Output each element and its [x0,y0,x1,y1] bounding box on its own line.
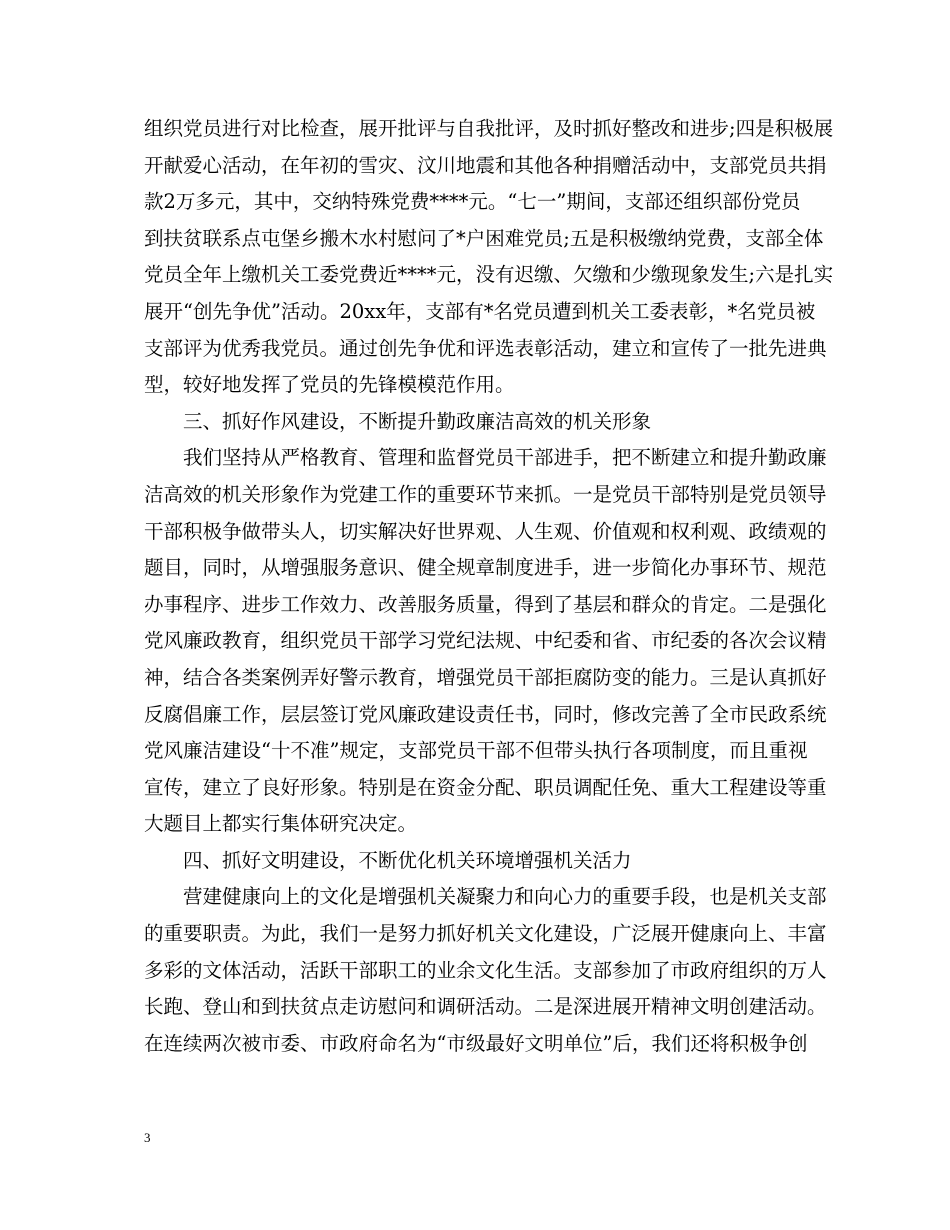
text-line: 党风廉洁建设“十不准”规定，支部党员干部不但带头执行各项制度，而且重视 [144,739,808,763]
text-line: 题目，同时，从增强服务意识、健全规章制度进手，进一步简化办事环节、规范 [144,556,827,580]
section-heading: 四、抓好文明建设，不断优化机关环境增强机关活力 [183,848,632,872]
text-line: 展开“创先争优”活动。20xx年，支部有*名党员遭到机关工委表彰，*名党员被 [144,299,816,323]
text-line: 党员全年上缴机关工委党费近****元，没有迟缴、欠缴和少缴现象发生;六是扎实 [144,263,834,287]
text-line: 洁高效的机关形象作为党建工作的重要环节来抓。一是党员干部特别是党员领导 [144,482,827,506]
text-line: 我们坚持从严格教育、管理和监督党员干部进手，把不断建立和提升勤政廉 [183,446,827,470]
text-line: 多彩的文体活动，活跃干部职工的业余文化生活。支部参加了市政府组织的万人 [144,958,827,982]
text-line: 的重要职责。为此，我们一是努力抓好机关文化建设，广泛展开健康向上、丰富 [144,922,827,946]
text-line: 神，结合各类案例弄好警示教育，增强党员干部拒腐防变的能力。三是认真抓好 [144,665,827,689]
text-line: 党风廉政教育，组织党员干部学习党纪法规、中纪委和省、市纪委的各次会议精 [144,629,827,653]
text-line: 干部积极争做带头人，切实解决好世界观、人生观、价值观和权利观、政绩观的 [144,519,827,543]
text-line: 大题目上都实行集体研究决定。 [144,812,418,836]
section-heading: 三、抓好作风建设，不断提升勤政廉洁高效的机关形象 [183,409,652,433]
body-text [144,111,834,1062]
text-line: 长跑、登山和到扶贫点走访慰问和调研活动。二是深进展开精神文明创建活动。 [144,995,827,1019]
text-line: 组织党员进行对比检查，展开批评与自我批评，及时抓好整改和进步;四是积极展 [144,117,834,140]
text-line: 款2万多元，其中，交纳特殊党费****元。“七一”期间，支部还组织部份党员 [144,190,801,214]
text-line: 营建健康向上的文化是增强机关凝聚力和向心力的重要手段，也是机关支部 [183,885,827,909]
text-line: 宣传，建立了良好形象。特别是在资金分配、职员调配任免、重大工程建设等重 [144,775,827,799]
text-line: 办事程序、进步工作效力、改善服务质量，得到了基层和群众的肯定。二是强化 [144,592,827,616]
text-line: 开献爱心活动，在年初的雪灾、汶川地震和其他各种捐赠活动中，支部党员共捐 [144,153,827,177]
text-line: 支部评为优秀我党员。通过创先争优和评选表彰活动，建立和宣传了一批先进典 [144,336,827,360]
text-line: 到扶贫联系点屯堡乡搬木水村慰问了*户困难党员;五是积极缴纳党费，支部全体 [144,226,824,250]
text-line: 型，较好地发挥了党员的先锋模模范作用。 [144,373,515,397]
text-line: 在连续两次被市委、市政府命名为“市级最好文明单位”后，我们还将积极争创 [144,1031,808,1055]
page-number: 3 [144,1130,151,1145]
text-line: 反腐倡廉工作，层层签订党风廉政建设责任书，同时，修改完善了全市民政系统 [144,702,827,726]
